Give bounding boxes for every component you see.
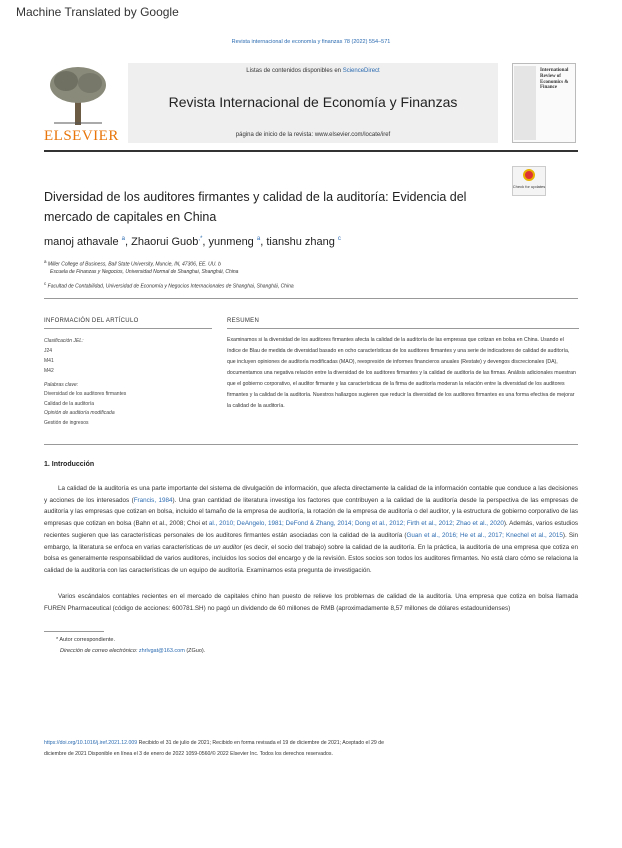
abstract-text: Examinamos si la diversidad de los auditores firmantes afecta la calidad de la auditoría de las empresas que cotizan en bolsa en China. Usando el índice de Blau de medida de diversidad basado en ocho características de los auditores firmantes y una serie de indicadores de calidad de auditoría, que incluyen opiniones de auditoría modificadas (MAO), reexpresión de informes financieros anuales (Restate) y devengos discrecionales (DA), documentamos una negativa relación entre la diversidad de los auditores firmantes y la calidad de auditoría de las firmas. Análisis adicionales muestran que el gobierno corporativo, el auditor firmante y las características de la firma de auditoría moderan la relación entre la diversidad de los auditores firmantes y la calidad de la auditoría. Nuestros hallazgos sugieren que reducir la diversidad de los auditores firmantes es una forma efectiva de mejorar la calidad de la auditoría. xyxy=(227,337,576,409)
homepage-link[interactable]: www.elsevier.com/locate/iref xyxy=(314,132,391,138)
citation-link[interactable]: al., 2010; DeAngelo, 1981; DeFond & Zhang, 2014; Dong et al., 2012; Firth et al., 2012; Zhao et al., 2020 xyxy=(208,520,504,528)
sciencedirect-link[interactable]: ScienceDirect xyxy=(342,68,380,74)
citation-link[interactable]: Francis, 1984 xyxy=(133,496,173,504)
author-name[interactable]: yunmeng xyxy=(208,236,254,248)
jel-code: M42 xyxy=(44,368,54,374)
author-affiliation-mark[interactable]: ,* xyxy=(198,236,203,242)
abstract-divider xyxy=(44,444,578,445)
author-name[interactable]: Zhaorui Guob xyxy=(131,236,199,248)
citation-link[interactable]: Guan et al., 2016; He et al., 2017; Knechel et al., 2015 xyxy=(406,531,563,539)
cover-side-strip xyxy=(514,66,536,140)
intro-paragraph-1: La calidad de la auditoría es una parte importante del sistema de divulgación de información, que afecta directamente la calidad de la información contable que conduce a las decisiones y acciones de los interesados (Francis, 1984). Una gran cantidad de literatura investiga los factores que contribuyen a la calidad de la auditoría desde la perspectiva de las empresas de auditoría y las empresas que cotizan en bolsa, incluido el tamaño de la empresa de auditoría, la rotación de la empresa de auditoría o del auditor, y la estructura de gobierno corporativo de las empresas que cotizan en bolsa (Bahn et al., 2008; Choi et al., 2010; DeAngelo, 1981; DeFond & Zhang, 2014; Dong et al., 2012; Firth et al., 2012; Zhao et al., 2020). Además, varios estudios recientes sugieren que las características personales de los auditores firmantes están asociadas con la calidad de la auditoría (Guan et al., 2016; He et al., 2017; Knechel et al., 2015). Sin embargo, la literatura se enfoca en varias características de un auditor (es decir, el socio del trabajo) sobre la calidad de la auditoría. En la práctica, la auditoría de una empresa que cotiza en bolsa es generalmente responsabilidad de varios auditores, incluidos los socios del encargo y de la revisión. Estos socios son todos los auditores firmantes. No está claro cómo se relaciona la calidad de la auditoría con las características de un equipo de auditoría. Examinamos esta pregunta de investigación. xyxy=(44,485,579,574)
header-divider xyxy=(44,150,578,152)
keyword: Diversidad de los auditores firmantes xyxy=(44,391,127,397)
section-heading-introduction: 1. Introducción xyxy=(44,461,95,468)
affiliation-a: $^a$ Miller College of Business, Ball State University, Muncie, IN, 47306, EE. UU. b xyxy=(44,259,221,268)
author-affiliation-mark[interactable]: a xyxy=(121,236,126,242)
journal-homepage-line xyxy=(128,132,498,138)
author-list: manoj athavale $^a$, Zhaorui Guob,*, yunmeng $^a$, tianshu zhang $^c$ xyxy=(44,236,341,248)
author-affiliation-mark[interactable]: a xyxy=(256,236,261,242)
keyword: Opinión de auditoría modificada xyxy=(44,410,115,416)
article-title: Diversidad de los auditores firmantes y calidad de la auditoría: Evidencia del mercado de capitales en China xyxy=(44,190,467,224)
corresponding-author-note: * Autor correspondiente. xyxy=(56,637,116,643)
affiliation-b: Escuela de Finanzas y Negocios, Universidad Normal de Shanghai, Shanghái, China xyxy=(50,269,239,275)
jel-label: Clasificación JEL: xyxy=(44,338,84,344)
journal-title: Revista Internacional de Economía y Finanzas xyxy=(168,94,458,110)
author-name[interactable]: manoj athavale xyxy=(44,236,119,248)
footnote-rule xyxy=(44,631,104,632)
affiliation-divider xyxy=(44,298,578,299)
contents-prefix: Listas de contenidos disponibles en xyxy=(246,68,343,74)
author-name[interactable]: tianshu zhang xyxy=(266,236,335,248)
article-info-rule xyxy=(44,328,212,329)
author-affiliation-mark[interactable]: c xyxy=(337,236,341,242)
keyword: Calidad de la auditoría xyxy=(44,401,95,407)
intro-paragraph-2: Varios escándalos contables recientes en el mercado de capitales chino han puesto de relieve los problemas de calidad de la auditoría. Una empresa que cotiza en bolsa llamada FUREN Pharmaceutical (código de acciones: 600781.SH) no pagó un dividendo de 60 millones de RMB (aproximadamente 8,57 millones de dólares estadounidenses) xyxy=(44,593,578,612)
keywords-label: Palabras clave: xyxy=(44,382,79,388)
contents-available-line xyxy=(128,68,498,74)
machine-translation-banner: Machine Translated by Google xyxy=(16,5,179,19)
crossmark-label: Check for updates xyxy=(512,184,546,189)
article-info-heading: INFORMACIÓN DEL ARTÍCULO xyxy=(44,318,139,324)
keyword: Gestión de ingresos xyxy=(44,420,89,426)
jel-code: M41 xyxy=(44,358,54,364)
email-note: Dirección de correo electrónico: zhrlvgat@163.com (ZGuo). xyxy=(60,648,206,654)
article-history: https://doi.org/10.1016/j.iref.2021.12.009 Recibido el 31 de julio de 2021; Recibido en forma revisada el 19 de diciembre de 2021; Aceptado el 29 de diciembre de 2021 Disponible en línea el 3 de enero de 2022 1059-0560/© 2022 Elsevier Inc. Todos los derechos reservados. xyxy=(44,740,385,757)
homepage-prefix: página de inicio de la revista: xyxy=(235,132,315,138)
publisher-wordmark: ELSEVIER xyxy=(44,128,119,144)
doi-link[interactable]: https://doi.org/10.1016/j.iref.2021.12.009 xyxy=(44,740,138,746)
crossmark-icon xyxy=(523,169,535,181)
journal-citation[interactable]: Revista internacional de economía y finanzas 78 (2022) 554–571 xyxy=(231,39,391,45)
abstract-rule xyxy=(227,328,579,329)
affiliation-c: $^c$ Facultad de Contabilidad, Universidad de Economía y Negocios Internacionales de Shanghai, Shanghái, China xyxy=(44,281,294,290)
abstract-heading: RESUMEN xyxy=(227,318,260,324)
cover-title: International Review of Economics & Finance xyxy=(540,68,569,91)
email-link[interactable]: zhrlvgat@163.com xyxy=(138,648,185,654)
jel-code: J24 xyxy=(44,348,53,354)
